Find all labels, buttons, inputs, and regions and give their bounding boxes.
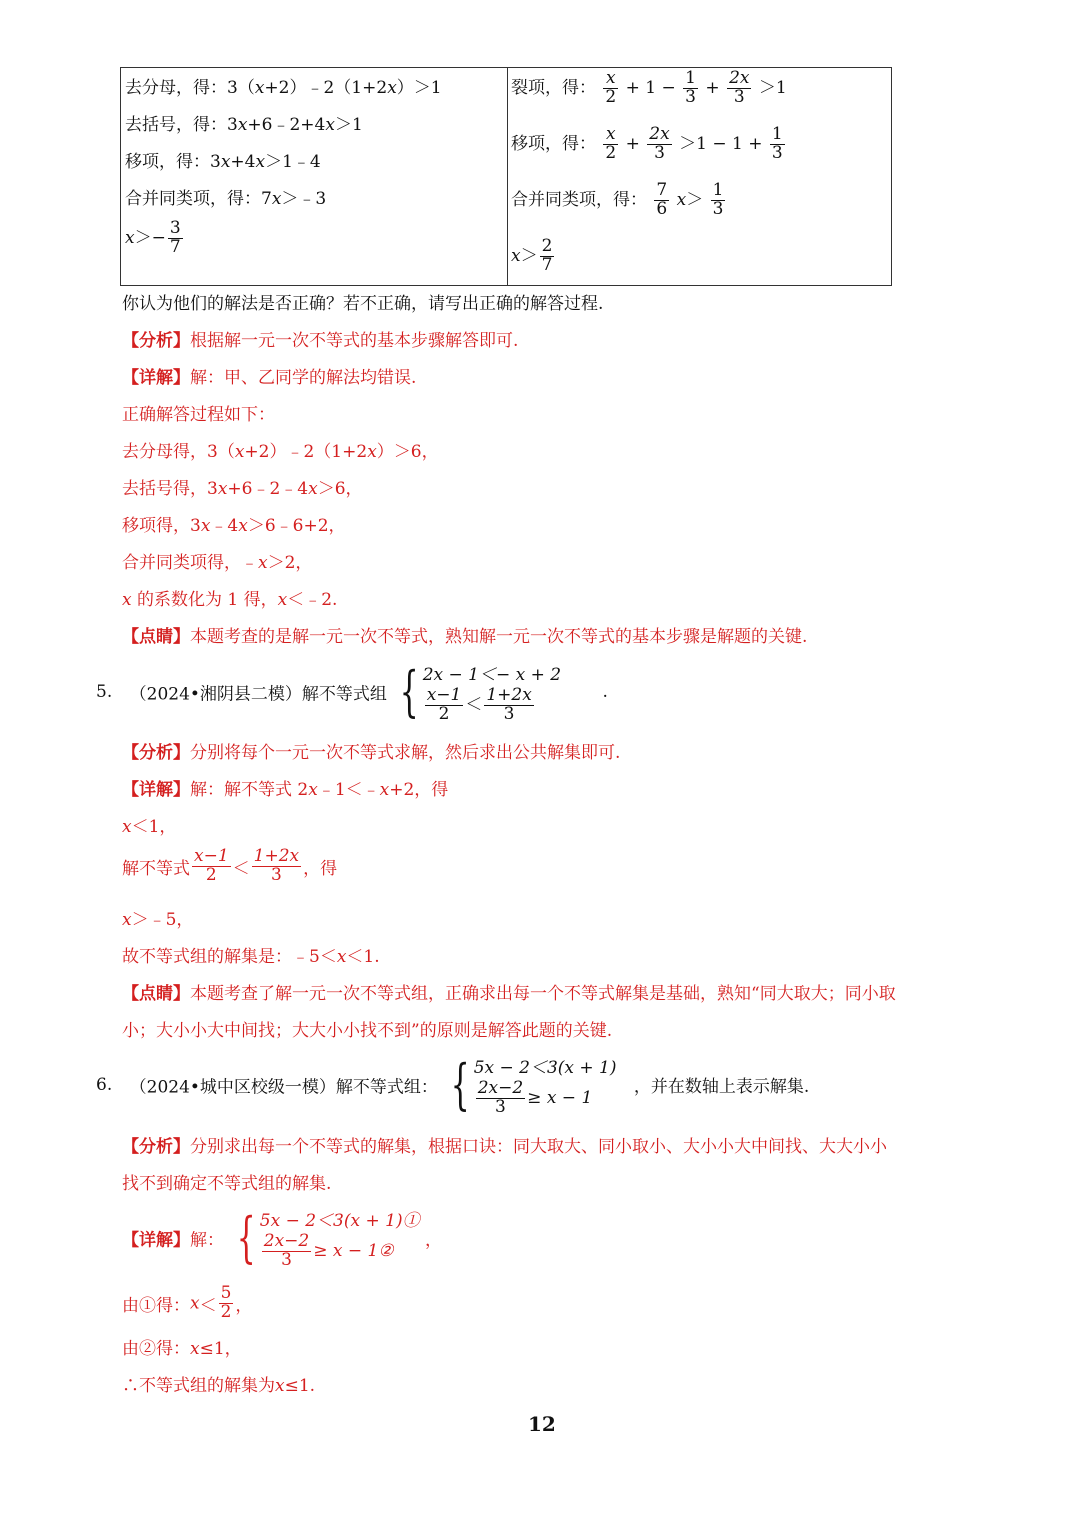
inequality-system: { 5x − 2＜3(x + 1) $\frac{2x-2}{3}$ ≥ x − 1 bbox=[451, 1052, 617, 1117]
fraction: $\frac{1}{3}$ bbox=[712, 180, 724, 219]
q4-line-1: 正确解答过程如下： bbox=[122, 405, 275, 425]
inequality-system: { 2x − 1＜− x + 2 $\frac{x-1}{2}$ ＜ $\frac{1+2x}{3}$ bbox=[400, 659, 562, 724]
q6-result-1: 由①得：x＜ $\frac{5}{2}$ ， bbox=[122, 1283, 253, 1322]
q5-comment-2: 小；大小小大中间找；大大小小找不到”的原则是解答此题的关键. bbox=[122, 1021, 613, 1041]
q5-result-2: 解不等式 $\frac{x-1}{2}$ ＜ $\frac{1+2x}{3}$ ，得 bbox=[122, 846, 338, 885]
q5-comment-1: 【点睛】本题考查了解一元一次不等式组，正确求出每一个不等式解集是基础，熟知“同大取大；同小取 bbox=[122, 984, 896, 1004]
inequality-system: { 5x − 2＜3(x + 1)① $\frac{2x-2}{3}$ ≥ x − 1② bbox=[237, 1205, 420, 1270]
left-step-4: 合并同类项，得：7x＞﹣3 bbox=[125, 189, 327, 209]
right-step-2: 移项，得： $\frac{x}{2}$ + $\frac{2x}{3}$ ＞1 − 1 + $\frac{1}{3}$ bbox=[511, 124, 783, 163]
q4-line-3: 去括号得，3x+6﹣2﹣4x＞6， bbox=[122, 479, 363, 499]
q4-line-2: 去分母得，3（x+2）﹣2（1+2x）＞6， bbox=[122, 442, 439, 462]
fraction: $\frac{x-1}{2}$ bbox=[426, 685, 462, 724]
fraction: $\frac{x-1}{2}$ bbox=[194, 846, 229, 885]
brace-icon: { bbox=[451, 1052, 470, 1116]
q6-analysis-1: 【分析】分别求出每一个不等式的解集，根据口诀：同大取大、同小取小、大小小大中间找、大大小小 bbox=[122, 1137, 887, 1157]
fraction: $\frac{2x-2}{3}$ bbox=[477, 1078, 524, 1117]
page-number: 12 bbox=[528, 1412, 556, 1436]
q5-analysis: 【分析】分别将每个一元一次不等式求解，然后求出公共解集即可. bbox=[122, 743, 621, 763]
fraction: $\frac{2x}{3}$ bbox=[729, 68, 750, 107]
right-final: x＞ $\frac{2}{7}$ bbox=[511, 236, 553, 275]
q6-analysis-2: 找不到确定不等式组的解集. bbox=[122, 1174, 332, 1194]
brace-icon: { bbox=[237, 1205, 257, 1269]
fraction: $\frac{3}{7}$ bbox=[169, 218, 181, 257]
q4-detail: 【详解】解：甲、乙同学的解法均错误. bbox=[122, 368, 417, 388]
q6-detail: 【详解】解： { 5x − 2＜3(x + 1)① $\frac{2x-2}{3}$ ≥ x − 1② ， bbox=[122, 1205, 442, 1270]
q4-line-4: 移项得，3x﹣4x＞6﹣6+2， bbox=[122, 516, 346, 536]
left-step-2: 去括号，得：3x+6﹣2+4x＞1 bbox=[125, 115, 363, 135]
fraction: $\frac{x}{2}$ bbox=[605, 68, 617, 107]
fraction: $\frac{1+2x}{3}$ bbox=[253, 846, 300, 885]
q5-detail: 【详解】解：解不等式 2x﹣1＜﹣x+2，得 bbox=[122, 780, 449, 800]
brace-icon: { bbox=[400, 659, 419, 723]
left-final: x＞− $\frac{3}{7}$ bbox=[125, 218, 181, 257]
q4-comment: 【点睛】本题考查的是解一元一次不等式，熟知解一元一次不等式的基本步骤是解题的关键. bbox=[122, 627, 808, 647]
fraction: $\frac{x}{2}$ bbox=[605, 124, 617, 163]
fraction: $\frac{1+2x}{3}$ bbox=[486, 685, 532, 724]
question-line: 你认为他们的解法是否正确？若不正确，请写出正确的解答过程. bbox=[122, 294, 604, 314]
q5-result-4: 故不等式组的解集是：﹣5＜x＜1. bbox=[122, 947, 380, 967]
fraction: $\frac{2x-2}{3}$ bbox=[263, 1231, 310, 1270]
q6-result-2: 由②得：x≤1， bbox=[122, 1339, 242, 1359]
q4-analysis: 【分析】根据解一元一次不等式的基本步骤解答即可. bbox=[122, 331, 519, 351]
right-step-3: 合并同类项，得： $\frac{7}{6}$ x＞ $\frac{1}{3}$ bbox=[511, 180, 724, 219]
q4-line-5: 合并同类项得，﹣x＞2， bbox=[122, 553, 313, 573]
fraction: $\frac{5}{2}$ bbox=[220, 1283, 232, 1322]
solution-table bbox=[120, 67, 892, 286]
q5-title: 5. （2024•湘阴县二模）解不等式组 { 2x − 1＜− x + 2 $\frac{x-1}{2}$ ＜ $\frac{1+2x}{3}$ . bbox=[96, 659, 608, 724]
left-step-1: 去分母，得：3（x+2）﹣2（1+2x）＞1 bbox=[125, 78, 442, 98]
right-step-1: 裂项，得： $\frac{x}{2}$ + 1 − $\frac{1}{3}$ + $\frac{2x}{3}$ ＞1 bbox=[511, 68, 787, 107]
table-divider bbox=[507, 68, 508, 285]
fraction: $\frac{1}{3}$ bbox=[771, 124, 783, 163]
fraction: $\frac{7}{6}$ bbox=[656, 180, 668, 219]
left-step-3: 移项，得：3x+4x＞1﹣4 bbox=[125, 152, 321, 172]
q6-result-3: ∴不等式组的解集为x≤1. bbox=[122, 1376, 316, 1396]
q5-result-1: x＜1， bbox=[122, 817, 177, 837]
q6-title: 6. （2024•城中区校级一模）解不等式组： { 5x − 2＜3(x + 1) $\frac{2x-2}{3}$ ≥ x − 1 ，并在数轴上表示解集. bbox=[96, 1052, 810, 1117]
fraction: $\frac{2}{7}$ bbox=[541, 236, 553, 275]
q5-result-3: x＞﹣5， bbox=[122, 910, 194, 930]
fraction: $\frac{1}{3}$ bbox=[685, 68, 696, 107]
fraction: $\frac{2x}{3}$ bbox=[649, 124, 670, 163]
q4-line-6: x 的系数化为 1 得，x＜﹣2. bbox=[122, 590, 338, 610]
